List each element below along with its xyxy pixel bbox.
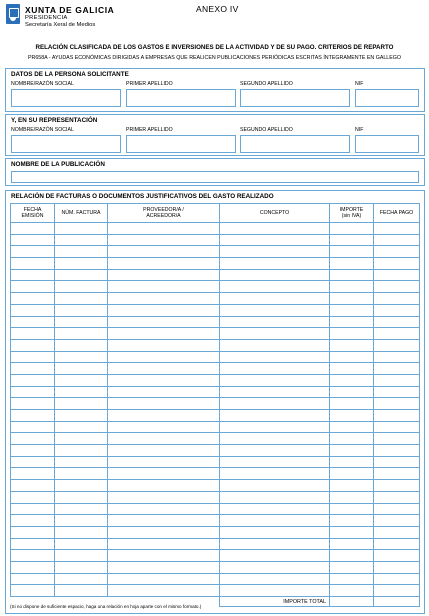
table-cell[interactable] — [55, 223, 108, 235]
table-cell[interactable] — [11, 234, 55, 246]
table-cell[interactable] — [220, 421, 330, 433]
table-cell[interactable] — [374, 515, 420, 527]
table-cell[interactable] — [55, 339, 108, 351]
table-cell[interactable] — [330, 304, 374, 316]
table-cell[interactable] — [220, 269, 330, 281]
table-cell[interactable] — [108, 538, 220, 550]
table-row — [11, 550, 420, 562]
table-cell[interactable] — [330, 503, 374, 515]
table-cell[interactable] — [108, 234, 220, 246]
table-cell[interactable] — [108, 410, 220, 422]
table-cell[interactable] — [374, 339, 420, 351]
table-cell[interactable] — [374, 281, 420, 293]
table-cell[interactable] — [55, 363, 108, 375]
table-cell[interactable] — [11, 258, 55, 270]
applicant-name-field[interactable] — [11, 89, 121, 107]
table-cell[interactable] — [220, 491, 330, 503]
table-cell[interactable] — [11, 410, 55, 422]
table-cell[interactable] — [55, 491, 108, 503]
representative-surname2-field[interactable] — [240, 135, 350, 153]
publication-name-field[interactable] — [11, 171, 419, 183]
table-cell[interactable] — [220, 398, 330, 410]
table-cell[interactable] — [374, 258, 420, 270]
table-cell[interactable] — [11, 223, 55, 235]
applicant-name-label: NOMBRE/RAZÓN SOCIAL — [11, 81, 74, 87]
table-row — [11, 234, 420, 246]
table-cell[interactable] — [55, 456, 108, 468]
table-cell[interactable] — [220, 316, 330, 328]
table-row — [11, 410, 420, 422]
total-empty-cell — [374, 597, 420, 607]
table-cell[interactable] — [330, 246, 374, 258]
table-cell[interactable] — [55, 351, 108, 363]
document-subtitle: PR658A - AYUDAS ECONÓMICAS DIRIGIDAS A EMPRESAS QUE REALICEN PUBLICACIONES PERIÓDICAS ESCRITAS ÍNTEGRAMENTE EN GALLEGO — [27, 55, 402, 61]
table-cell[interactable] — [11, 339, 55, 351]
table-cell[interactable] — [108, 328, 220, 340]
table-cell[interactable] — [330, 328, 374, 340]
table-cell[interactable] — [330, 468, 374, 480]
table-row — [11, 304, 420, 316]
applicant-surname1-label: PRIMER APELLIDO — [126, 81, 173, 87]
table-cell[interactable] — [220, 351, 330, 363]
table-cell[interactable] — [11, 491, 55, 503]
table-row — [11, 269, 420, 281]
table-cell[interactable] — [11, 433, 55, 445]
table-cell[interactable] — [374, 304, 420, 316]
applicant-surname1-field[interactable] — [126, 89, 236, 107]
table-cell[interactable] — [374, 468, 420, 480]
table-row — [11, 398, 420, 410]
invoices-section-title: RELACIÓN DE FACTURAS O DOCUMENTOS JUSTIFICATIVOS DEL GASTO REALIZADO — [11, 193, 274, 200]
table-cell[interactable] — [220, 526, 330, 538]
header-amount: IMPORTE (sin IVA) — [330, 204, 374, 223]
table-cell[interactable] — [55, 234, 108, 246]
representative-section-title: Y, EN SU REPRESENTACIÓN — [11, 117, 98, 124]
table-cell[interactable] — [220, 468, 330, 480]
table-row — [11, 503, 420, 515]
table-cell[interactable] — [108, 246, 220, 258]
table-cell[interactable] — [220, 433, 330, 445]
organization-name: XUNTA DE GALICIA — [25, 5, 115, 15]
table-cell[interactable] — [55, 526, 108, 538]
table-cell[interactable] — [220, 281, 330, 293]
table-cell[interactable] — [55, 258, 108, 270]
table-cell[interactable] — [330, 410, 374, 422]
table-cell[interactable] — [220, 561, 330, 573]
table-cell[interactable] — [108, 433, 220, 445]
table-cell[interactable] — [55, 374, 108, 386]
table-cell[interactable] — [11, 246, 55, 258]
table-cell[interactable] — [330, 433, 374, 445]
table-cell[interactable] — [330, 550, 374, 562]
table-cell[interactable] — [11, 526, 55, 538]
table-cell[interactable] — [108, 456, 220, 468]
table-cell[interactable] — [330, 351, 374, 363]
table-cell[interactable] — [108, 269, 220, 281]
representative-nif-label: NIF — [355, 127, 364, 133]
table-cell[interactable] — [374, 585, 420, 597]
table-cell[interactable] — [55, 316, 108, 328]
table-cell[interactable] — [374, 491, 420, 503]
table-cell[interactable] — [55, 445, 108, 457]
table-row — [11, 363, 420, 375]
table-cell[interactable] — [108, 550, 220, 562]
table-cell[interactable] — [11, 363, 55, 375]
table-cell[interactable] — [330, 363, 374, 375]
table-cell[interactable] — [374, 456, 420, 468]
subdepartment-name: Secretaría Xeral de Medios — [25, 22, 96, 28]
table-cell[interactable] — [220, 363, 330, 375]
table-cell[interactable] — [11, 480, 55, 492]
table-row — [11, 246, 420, 258]
header-payment-date: FECHA PAGO — [374, 204, 420, 223]
table-cell[interactable] — [11, 351, 55, 363]
table-cell[interactable] — [11, 468, 55, 480]
table-cell[interactable] — [330, 456, 374, 468]
invoices-table — [10, 203, 419, 607]
table-cell[interactable] — [55, 480, 108, 492]
table-row — [11, 386, 420, 398]
table-cell[interactable] — [55, 433, 108, 445]
table-cell[interactable] — [220, 585, 330, 597]
table-cell[interactable] — [374, 316, 420, 328]
table-cell[interactable] — [220, 328, 330, 340]
table-cell[interactable] — [108, 421, 220, 433]
table-cell[interactable] — [108, 339, 220, 351]
representative-surname1-label: PRIMER APELLIDO — [126, 127, 173, 133]
total-amount-field[interactable] — [330, 597, 374, 607]
table-cell[interactable] — [108, 445, 220, 457]
table-cell[interactable] — [11, 561, 55, 573]
table-cell[interactable] — [374, 234, 420, 246]
table-cell[interactable] — [55, 468, 108, 480]
table-cell[interactable] — [108, 293, 220, 305]
table-cell[interactable] — [374, 526, 420, 538]
table-cell[interactable] — [55, 281, 108, 293]
table-cell[interactable] — [330, 585, 374, 597]
table-cell[interactable] — [55, 561, 108, 573]
representative-surname1-field[interactable] — [126, 135, 236, 153]
xunta-logo-icon — [6, 4, 20, 24]
table-cell[interactable] — [55, 585, 108, 597]
table-cell[interactable] — [374, 374, 420, 386]
table-row — [11, 561, 420, 573]
table-cell[interactable] — [220, 503, 330, 515]
table-cell[interactable] — [108, 351, 220, 363]
table-cell[interactable] — [374, 445, 420, 457]
table-cell[interactable] — [108, 585, 220, 597]
table-cell[interactable] — [11, 550, 55, 562]
table-cell[interactable] — [55, 328, 108, 340]
table-cell[interactable] — [108, 374, 220, 386]
table-cell[interactable] — [220, 386, 330, 398]
table-cell[interactable] — [374, 328, 420, 340]
table-cell[interactable] — [55, 293, 108, 305]
table-cell[interactable] — [220, 550, 330, 562]
table-row — [11, 339, 420, 351]
table-cell[interactable] — [330, 491, 374, 503]
table-row — [11, 480, 420, 492]
table-cell[interactable] — [330, 515, 374, 527]
publication-section — [5, 158, 425, 186]
table-cell[interactable] — [55, 538, 108, 550]
table-cell[interactable] — [330, 374, 374, 386]
table-cell[interactable] — [11, 585, 55, 597]
representative-section — [5, 114, 425, 156]
table-cell[interactable] — [55, 550, 108, 562]
table-cell[interactable] — [220, 410, 330, 422]
table-cell[interactable] — [330, 339, 374, 351]
table-cell[interactable] — [330, 386, 374, 398]
representative-surname2-label: SEGUNDO APELLIDO — [240, 127, 293, 133]
table-row — [11, 351, 420, 363]
table-cell[interactable] — [55, 304, 108, 316]
applicant-surname2-label: SEGUNDO APELLIDO — [240, 81, 293, 87]
table-cell[interactable] — [108, 515, 220, 527]
table-cell[interactable] — [220, 339, 330, 351]
table-cell[interactable] — [220, 515, 330, 527]
table-cell[interactable] — [11, 445, 55, 457]
header-supplier: PROVEEDOR/A / ACREEDOR/A — [108, 204, 220, 223]
applicant-nif-label: NIF — [355, 81, 364, 87]
table-cell[interactable] — [108, 386, 220, 398]
table-cell[interactable] — [55, 386, 108, 398]
table-cell[interactable] — [374, 480, 420, 492]
table-cell[interactable] — [374, 293, 420, 305]
table-cell[interactable] — [55, 503, 108, 515]
table-cell[interactable] — [108, 573, 220, 585]
table-cell[interactable] — [55, 421, 108, 433]
table-cell[interactable] — [108, 258, 220, 270]
table-cell[interactable] — [220, 573, 330, 585]
table-row — [11, 258, 420, 270]
table-cell[interactable] — [330, 573, 374, 585]
table-cell[interactable] — [55, 573, 108, 585]
table-row — [11, 223, 420, 235]
representative-name-field[interactable] — [11, 135, 121, 153]
table-cell[interactable] — [220, 445, 330, 457]
annex-label: ANEXO IV — [196, 4, 239, 14]
table-row — [11, 468, 420, 480]
table-cell[interactable] — [330, 281, 374, 293]
table-row — [11, 491, 420, 503]
table-cell[interactable] — [55, 269, 108, 281]
applicant-nif-field[interactable] — [355, 89, 419, 107]
table-cell[interactable] — [330, 445, 374, 457]
table-cell[interactable] — [55, 246, 108, 258]
table-cell[interactable] — [11, 456, 55, 468]
table-cell[interactable] — [220, 538, 330, 550]
representative-name-label: NOMBRE/RAZÓN SOCIAL — [11, 127, 74, 133]
table-cell[interactable] — [108, 561, 220, 573]
publication-section-title: NOMBRE DE LA PUBLICACIÓN — [11, 161, 105, 168]
table-row — [11, 445, 420, 457]
table-cell[interactable] — [11, 398, 55, 410]
table-cell[interactable] — [330, 293, 374, 305]
table-row — [11, 328, 420, 340]
table-cell[interactable] — [11, 293, 55, 305]
table-cell[interactable] — [108, 526, 220, 538]
table-cell[interactable] — [330, 258, 374, 270]
table-cell[interactable] — [374, 433, 420, 445]
table-cell[interactable] — [108, 281, 220, 293]
header-concept: CONCEPTO — [220, 204, 330, 223]
table-cell[interactable] — [330, 234, 374, 246]
header-invoice-number: NÚM. FACTURA — [55, 204, 108, 223]
applicant-section — [5, 68, 425, 112]
table-row — [11, 585, 420, 597]
table-cell[interactable] — [330, 223, 374, 235]
footnote: (Si no dispone de suficiente espacio, haga una relación en hoja aparte con el mismo formato.) — [10, 604, 202, 609]
table-cell[interactable] — [108, 468, 220, 480]
table-cell[interactable] — [11, 386, 55, 398]
table-cell[interactable] — [11, 515, 55, 527]
table-cell[interactable] — [374, 223, 420, 235]
table-cell[interactable] — [374, 538, 420, 550]
table-cell[interactable] — [11, 538, 55, 550]
table-row — [11, 281, 420, 293]
table-row — [11, 526, 420, 538]
table-cell[interactable] — [11, 269, 55, 281]
table-cell[interactable] — [108, 398, 220, 410]
table-cell[interactable] — [330, 421, 374, 433]
table-cell[interactable] — [220, 293, 330, 305]
table-cell[interactable] — [330, 526, 374, 538]
table-cell[interactable] — [220, 223, 330, 235]
table-row — [11, 515, 420, 527]
table-cell[interactable] — [220, 480, 330, 492]
table-cell[interactable] — [330, 561, 374, 573]
table-cell[interactable] — [55, 515, 108, 527]
table-cell[interactable] — [374, 269, 420, 281]
table-cell[interactable] — [374, 421, 420, 433]
table-cell[interactable] — [374, 363, 420, 375]
table-cell[interactable] — [220, 456, 330, 468]
table-cell[interactable] — [11, 374, 55, 386]
table-row — [11, 538, 420, 550]
table-cell[interactable] — [108, 480, 220, 492]
table-cell[interactable] — [108, 491, 220, 503]
applicant-surname2-field[interactable] — [240, 89, 350, 107]
total-label: IMPORTE TOTAL — [220, 597, 330, 607]
table-cell[interactable] — [374, 351, 420, 363]
table-row — [11, 421, 420, 433]
table-row — [11, 573, 420, 585]
applicant-section-title: DATOS DE LA PERSONA SOLICITANTE — [11, 71, 129, 78]
document-title: RELACIÓN CLASIFICADA DE LOS GASTOS E INVERSIONES DE LA ACTIVIDAD Y DE SU PAGO. CRITERIOS DE REPARTO — [35, 44, 394, 51]
representative-nif-field[interactable] — [355, 135, 419, 153]
table-cell[interactable] — [11, 281, 55, 293]
table-cell[interactable] — [11, 573, 55, 585]
table-row — [11, 316, 420, 328]
table-cell[interactable] — [55, 410, 108, 422]
table-cell[interactable] — [374, 398, 420, 410]
department-name: PRESIDENCIA — [25, 15, 68, 21]
table-cell[interactable] — [11, 316, 55, 328]
table-cell[interactable] — [374, 246, 420, 258]
table-cell[interactable] — [108, 304, 220, 316]
table-cell[interactable] — [220, 258, 330, 270]
table-cell[interactable] — [11, 328, 55, 340]
table-cell[interactable] — [374, 503, 420, 515]
page-header — [6, 4, 424, 32]
table-cell[interactable] — [330, 269, 374, 281]
table-cell[interactable] — [108, 223, 220, 235]
header-issue-date: FECHA EMISIÓN — [11, 204, 55, 223]
table-row — [11, 433, 420, 445]
table-cell[interactable] — [330, 480, 374, 492]
table-row — [11, 293, 420, 305]
table-cell[interactable] — [374, 410, 420, 422]
table-cell[interactable] — [220, 304, 330, 316]
table-cell[interactable] — [220, 234, 330, 246]
table-cell[interactable] — [108, 363, 220, 375]
table-cell[interactable] — [108, 316, 220, 328]
table-cell[interactable] — [55, 398, 108, 410]
table-cell[interactable] — [108, 503, 220, 515]
table-row — [11, 374, 420, 386]
table-cell[interactable] — [220, 246, 330, 258]
table-cell[interactable] — [374, 386, 420, 398]
table-row — [11, 456, 420, 468]
table-cell[interactable] — [330, 538, 374, 550]
table-cell[interactable] — [11, 304, 55, 316]
table-cell[interactable] — [374, 561, 420, 573]
table-cell[interactable] — [330, 316, 374, 328]
table-cell[interactable] — [11, 503, 55, 515]
table-cell[interactable] — [374, 573, 420, 585]
table-cell[interactable] — [11, 421, 55, 433]
table-cell[interactable] — [374, 550, 420, 562]
table-cell[interactable] — [220, 374, 330, 386]
table-cell[interactable] — [330, 398, 374, 410]
